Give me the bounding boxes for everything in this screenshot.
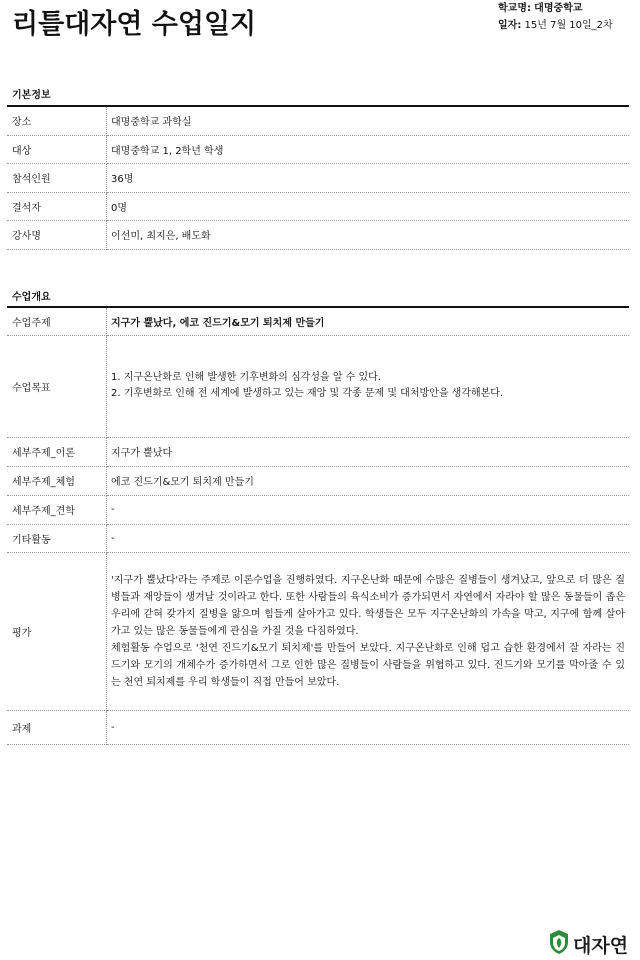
goal-row xyxy=(7,335,629,437)
sub-experience-row xyxy=(7,466,629,495)
info-row xyxy=(7,135,629,163)
topic-value: 지구가 뿔났다, 에코 진드기&모기 퇴치제 만들기 xyxy=(107,308,630,335)
sub-tour-value: - xyxy=(107,495,630,524)
school-value: 대명중학교 xyxy=(534,3,583,14)
goal-item: 1. 지구온난화로 인해 발생한 기후변화의 심각성을 알 수 있다. xyxy=(111,372,381,383)
evaluation-paragraph: '지구가 뿔났다'라는 주제로 이론수업을 진행하였다. 지구온난화 때문에 수많은 질병들이 생겨났고, 앞으로 더 많은 질병들과 재앙들이 생겨날 것이라고 한다. 또한 사람들의 육식소비가 증가되면서 자연에서 자라야 할 많은 동물들이 좁은 우리에 갇혀 갖가지 질병을 앓으며 힘들게 살아가고 있다. 학생들은 모두 지구온난화의 가속을 막고, 지구에 함께 살아가고 있는 많은 동물들에게 관심을 가질 것을 다짐하였다. xyxy=(111,574,625,637)
info-value: 이선미, 최지은, 배도화 xyxy=(107,220,630,249)
overview-heading: 수업개요 xyxy=(12,292,51,303)
header-meta xyxy=(498,0,613,34)
evaluation-label: 평가 xyxy=(7,552,107,710)
evaluation-paragraph: 체험활동 수업으로 '천연 진드기&모기 퇴치제'를 만들어 보았다. 지구온난화로 인해 덥고 습한 환경에서 잘 자라는 진드기와 모기의 개체수가 증가하면서 그로 인한 많은 질병들이 사람들을 위협하고 있다. 진드기와 모기를 막아줄 수 있는 천연 퇴치제를 우리 학생들이 직접 만들어 보았다. xyxy=(111,642,625,688)
shield-leaf-icon xyxy=(549,929,569,959)
goal-label: 수업목표 xyxy=(7,335,107,437)
other-row xyxy=(7,524,629,552)
basic-info-heading: 기본정보 xyxy=(12,90,51,101)
info-value: 대명중학교 과학실 xyxy=(107,107,630,135)
sub-theory-label: 세부주제_이론 xyxy=(7,437,107,466)
info-label: 강사명 xyxy=(7,220,107,249)
date-line xyxy=(498,17,613,34)
overview-table xyxy=(7,308,629,745)
logo-text: 대자연 xyxy=(573,934,629,957)
sub-theory-value: 지구가 뿔났다 xyxy=(107,437,630,466)
homework-value: - xyxy=(107,710,630,744)
document-title: 리틀대자연 수업일지 xyxy=(12,9,257,40)
other-value: - xyxy=(107,524,630,552)
goal-value xyxy=(107,335,630,437)
topic-row xyxy=(7,308,629,335)
brand-logo xyxy=(549,929,628,959)
info-row xyxy=(7,163,629,192)
other-label: 기타활동 xyxy=(7,524,107,552)
info-label: 대상 xyxy=(7,135,107,163)
goal-item: 2. 기후변화로 인해 전 세계에 발생하고 있는 재앙 및 각종 문제 및 대처방안을 생각해본다. xyxy=(111,388,504,399)
sub-tour-label: 세부주제_견학 xyxy=(7,495,107,524)
sub-tour-row xyxy=(7,495,629,524)
homework-row xyxy=(7,710,629,744)
date-value: 15년 7월 10일_2차 xyxy=(524,20,613,31)
info-value: 0명 xyxy=(107,192,630,220)
homework-label: 과제 xyxy=(7,710,107,744)
school-line xyxy=(498,0,613,17)
date-label: 일자: xyxy=(498,20,522,31)
info-label: 결석자 xyxy=(7,192,107,220)
sub-theory-row xyxy=(7,437,629,466)
info-value: 36명 xyxy=(107,163,630,192)
info-row xyxy=(7,107,629,135)
sub-experience-label: 세부주제_체험 xyxy=(7,466,107,495)
basic-info-table xyxy=(7,107,629,250)
topic-label: 수업주제 xyxy=(7,308,107,335)
info-value: 대명중학교 1, 2학년 학생 xyxy=(107,135,630,163)
info-row xyxy=(7,192,629,220)
info-label: 참석인원 xyxy=(7,163,107,192)
info-label: 장소 xyxy=(7,107,107,135)
school-label: 학교명: xyxy=(498,3,531,14)
info-row xyxy=(7,220,629,249)
evaluation-value xyxy=(107,552,630,710)
sub-experience-value: 에코 진드기&모기 퇴치제 만들기 xyxy=(107,466,630,495)
evaluation-row xyxy=(7,552,629,710)
